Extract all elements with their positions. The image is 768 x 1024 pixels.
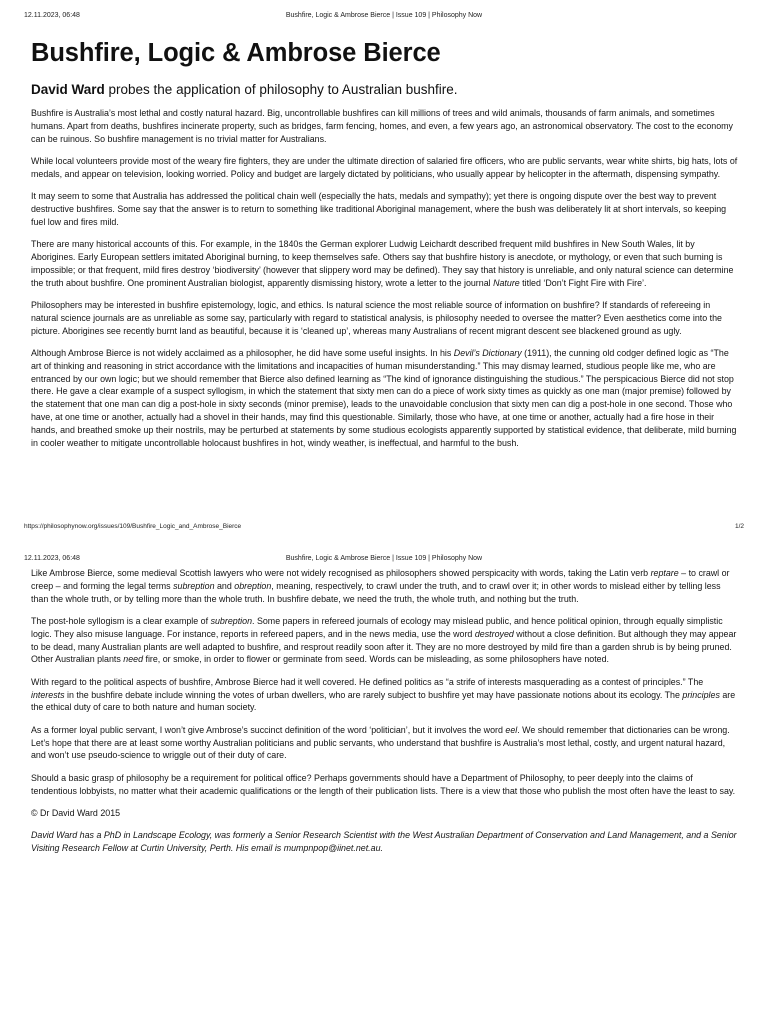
- journal-name: Nature: [493, 277, 520, 288]
- page-url: https://philosophynow.org/issues/109/Bushfire_Logic_and_Ambrose_Bierce: [24, 523, 242, 530]
- paragraph-3: It may seem to some that Australia has addressed the political chain well (especially the hats, medals and sympathy); yet there is ongoing dispute over the best way to prevent destructive bushfires. Some say that the answer is to return to something like traditional Aboriginal management, where the bush was deliberately lit at short intervals, so keeping fuel low and fires mild.: [31, 191, 727, 227]
- author-bio: David Ward has a PhD in Landscape Ecology, was formerly a Senior Research Scientist with the West Australian Department of Conservation and Land Management, and a Senior Visiting Research Fellow at Curtin University, Perth. His email is mumpnpop@iinet.net.au.: [31, 830, 737, 854]
- paragraph-2: While local volunteers provide most of the weary fire fighters, they are under the ultimate direction of salaried fire officers, who are public servants, wear white shirts, big hats, lots of medals, and appear on television, looking worried. Policy and budget are largely dictated by politicians, who usually appear by helicopter in the aftermath, dispensing sympathy.: [31, 155, 738, 179]
- paragraph-4-text-end: titled ‘Don’t Fight Fire with Fire’.: [519, 277, 647, 288]
- article-title: Bushfire, Logic & Ambrose Bierce: [31, 39, 441, 67]
- standfirst: [31, 81, 739, 98]
- print-title: Bushfire, Logic & Ambrose Bierce | Issue 109 | Philosophy Now: [285, 555, 483, 562]
- paragraph-10-text-2: . We should remember that dictionaries can be wrong. Let’s hope that there are at least some worthy Australian politicians and public servants, who understand that bushfire is Australia’s most lethal, costly, and urgent natural hazard, and won’t use pseudo-science to wriggle out of their duty of care.: [31, 724, 730, 761]
- term-principles: principles: [682, 689, 720, 700]
- term-need: need: [123, 654, 144, 665]
- print-title: Bushfire, Logic & Ambrose Bierce | Issue 109 | Philosophy Now: [285, 12, 483, 19]
- paragraph-4-text: There are many historical accounts of this. For example, in the 1840s the German explorer Ludwig Leichardt described frequent mild bushfires in New South Wales, lit by Aborigines. Early European settlers imitated Aboriginal burning, to keep themselves safe. Others say that bushfire history is anecdote, or mythology, or even that such burning is impossible; or that frequent, mild fires destroy ‘biodiversity’ (however that slippery word may be defined). They say that history is unreliable, and only natural science can determine the truth about bushfire. One prominent Australian biologist, apparently dismissing history, wrote a letter to the journal: [31, 239, 734, 288]
- term-destroyed: destroyed: [474, 628, 514, 639]
- term-subreption: subreption: [210, 615, 253, 626]
- latin-term: reptare: [650, 568, 679, 578]
- print-footer-page-1: [24, 523, 744, 533]
- paragraph-10-text: As a former loyal public servant, I won’t give Ambrose’s succinct definition of the word ‘politician’, but it involves the word: [31, 724, 506, 735]
- paragraph-5: Philosophers may be interested in bushfire epistemology, logic, and ethics. Is natural science the most reliable source of information on bushfire? If standards of refereeing in natural science journals are as unreliable as some say, particularly with regard to statistical analysis, is philosophy needed to oversee the matter? Even aesthetics come into the picture. Aborigines see recently burnt land as beautiful, because it is ‘cleaned up’, whereas many Australians of recent migrant descent see blackened ground as ugly.: [31, 299, 722, 336]
- author-name: David Ward: [31, 82, 105, 97]
- print-header-page-1: [24, 12, 744, 24]
- legal-term-obreption: obreption: [234, 580, 272, 591]
- paragraph-7-text-2: – to crawl or creep – and forming the legal terms: [31, 568, 730, 591]
- paragraph-6: [31, 347, 739, 449]
- paragraph-4: [31, 238, 739, 289]
- book-title: Devil’s Dictionary: [453, 347, 522, 358]
- print-date: 12.11.2023, 06:48: [24, 555, 80, 562]
- print-date: 12.11.2023, 06:48: [24, 12, 80, 19]
- paragraph-8-text: The post-hole syllogism is a clear example of: [31, 615, 211, 626]
- paragraph-8-text-2: . Some papers in refereed journals of ecology may mislead public, and hence political opinion, through equally simplistic logic. They also misuse language. For instance, reports in refereed papers, and in the news media, use the word: [31, 615, 723, 639]
- paragraph-8-text-4: fire, or smoke, in order to flower or germinate from seed. Words can be misleading, as some philosophers have noted.: [143, 654, 610, 665]
- paragraph-9: [31, 676, 739, 714]
- paragraph-11: Should a basic grasp of philosophy be a requirement for political office? Perhaps governments should have a Department of Philosophy, to peer deeply into the claims of tendentious lobbyists, no matter what their academic qualifications or the length of their publication lists. There is a view that those who publish the most often have the least to say.: [31, 772, 736, 796]
- paragraph-10: [31, 724, 739, 762]
- paragraph-7-text: Like Ambrose Bierce, some medieval Scottish lawyers who were not widely recognised as philosophers showed perspicacity with words, taking the Latin verb: [31, 568, 651, 578]
- term-interests: interests: [31, 689, 65, 700]
- standfirst-text: probes the application of philosophy to Australian bushfire.: [104, 82, 458, 97]
- page-number: 1/2: [734, 523, 744, 530]
- paragraph-6-text: Although Ambrose Bierce is not widely acclaimed as a philosopher, he did have some useful insights. In his: [31, 347, 454, 358]
- paragraph-8-text-3: without a close definition. But although they may appear to be dead, many Australian plants are well adapted to bushfire, and resprout readily soon after it. They are no more destroyed by mild fire than a garden shrub is by being pruned. Other Australian plants: [31, 628, 737, 665]
- term-eel: eel: [505, 724, 518, 735]
- paragraph-7: [31, 567, 739, 605]
- article-page-2: [31, 567, 739, 855]
- paragraph-9-text-3: are the ethical duty of care to both nature and human society.: [31, 689, 736, 713]
- paragraph-7-text-4: , meaning, respectively, to crawl under the truth, and to crawl over it; in other words to mislead either by telling less than the whole truth, or by telling more than the whole truth. In bushfire debate, we need the truth, the whole truth, and nothing but the truth.: [31, 580, 721, 604]
- paragraph-7-text-3: and: [214, 580, 235, 591]
- print-header-page-2: [24, 555, 744, 567]
- article-page-1: [31, 38, 739, 449]
- legal-term-subreption: subreption: [173, 580, 215, 591]
- paragraph-8: [31, 615, 739, 666]
- paragraph-6-text-end: (1911), the cunning old codger defined logic as “The art of thinking and reasoning in strict accordance with the limitations and incapacities of human misunderstanding.” This may dismay learned, studious people like me, who are entranced by our own logic; but we should remember that Bierce also defined learning as “The kind of ignorance distinguishing the studious.” The perspicacious Bierce did not stop there. He gave a clear example of a suspect syllogism, in which the statement that sixty men can do a piece of work sixty times as quickly as one man (major premise) followed by the statement that one man can dig a post-hole in sixty seconds (minor premise), leads to the unavoidable conclusion that sixty men can dig a post-hole in one second. Those who have, at one time or another, actually had a shovel in their hands, may find this questionable. Similarly, those who have, at one time or another, actually had a fire hose in their hands, and breathed smoke up their nostrils, may be perturbed at statements by some studious ecologists apparently supported by statistical evidence, that deliberate, mild burning in cooler weather to mitigate uncontrollable holocaust bushfires in hot, windy weather, is ineffectual, and harmful to the bush.: [31, 347, 737, 448]
- paragraph-1: Bushfire is Australia’s most lethal and costly natural hazard. Big, uncontrollable bushfires can kill millions of trees and wild animals, thousands of farm animals, and sometimes humans. Apart from deaths, bushfires incinerate property, such as bridges, farm fencing, homes, and even, a few years ago, an astronomical observatory. The cost to the economy can be ruinous. So bushfire management is no trivial matter for Australians.: [31, 108, 733, 144]
- copyright-notice: © Dr David Ward 2015: [31, 807, 121, 818]
- paragraph-9-text-2: in the bushfire debate include winning the votes of urban dwellers, who are rarely subject to bushfire yet may have passionate notions about its ecology. The: [64, 689, 683, 700]
- paragraph-9-text: With regard to the political aspects of bushfire, Ambrose Bierce had it well covered. He defined politics as “a strife of interests masquerading as a contest of principles.” The: [31, 676, 704, 687]
